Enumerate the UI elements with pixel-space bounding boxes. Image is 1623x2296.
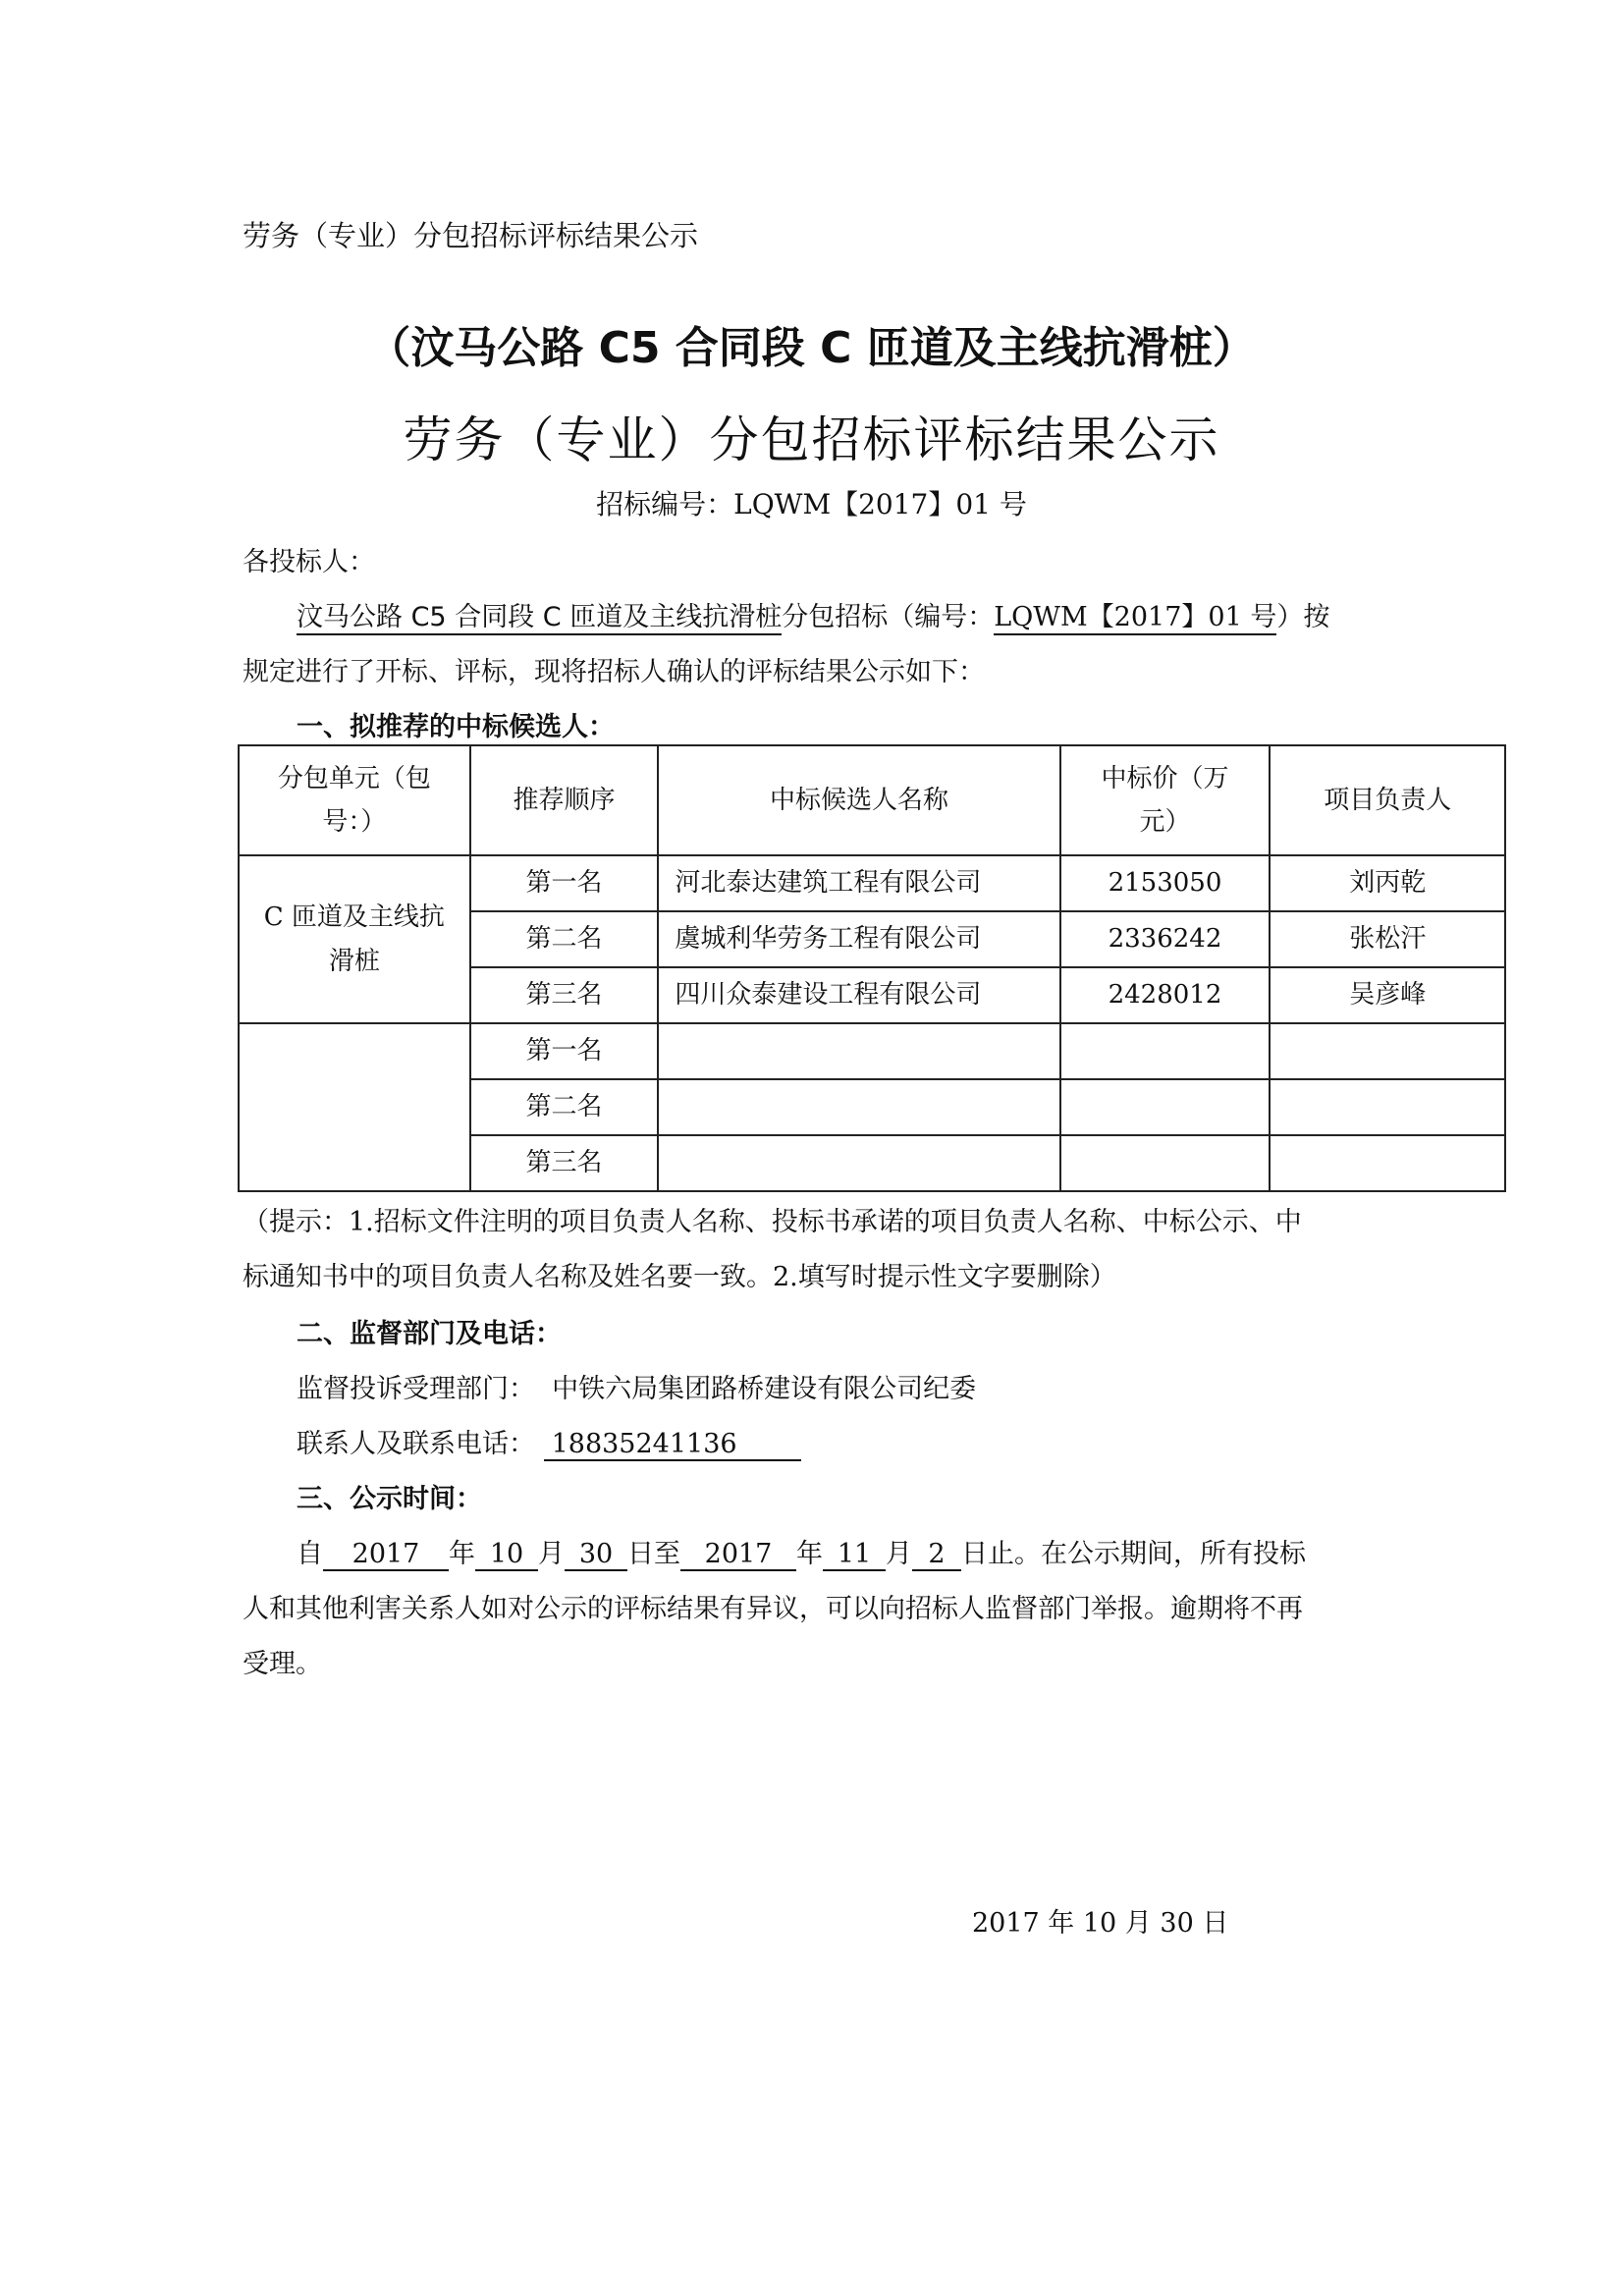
price-cell: [1060, 1135, 1271, 1191]
period-line-3: 受理。: [243, 1649, 322, 1679]
rank-cell: 第一名: [470, 1023, 659, 1079]
manager-cell: 张松汗: [1270, 911, 1505, 967]
section-3-heading: 三、公示时间：: [297, 1484, 482, 1514]
result-table: [238, 744, 1506, 1192]
manager-cell: [1270, 1023, 1505, 1079]
period-line-2: 人和其他利害关系人如对公示的评标结果有异议，可以向招标人监督部门举报。逾期将不再: [243, 1594, 1303, 1624]
name-cell: 四川众泰建设工程有限公司: [658, 967, 1059, 1023]
intro-code: LQWM【2017】01 号: [994, 595, 1276, 635]
notice-title: 劳务（专业）分包招标评标结果公示: [403, 411, 1220, 468]
contact-value: 18835241136: [544, 1429, 801, 1461]
table-header-row: [239, 745, 1505, 855]
manager-cell: [1270, 1135, 1505, 1191]
unit-cell: C 匝道及主线抗 滑桩: [239, 855, 470, 1023]
intro-line-1: [297, 595, 1329, 635]
signature-date: 2017 年 10 月 30 日: [972, 1908, 1229, 1939]
price-cell: 2153050: [1060, 855, 1271, 911]
unit-cell: [239, 1023, 470, 1191]
price-cell: [1060, 1023, 1271, 1079]
manager-cell: 刘丙乾: [1270, 855, 1505, 911]
rank-cell: 第三名: [470, 967, 659, 1023]
manager-cell: 吴彦峰: [1270, 967, 1505, 1023]
contact-label: 联系人及联系电话：: [297, 1429, 535, 1459]
supervise-value: 中铁六局集团路桥建设有限公司纪委: [552, 1374, 977, 1404]
header-unit: 分包单元（包 号：）: [239, 745, 470, 855]
header-name: 中标候选人名称: [658, 745, 1059, 855]
price-cell: 2336242: [1060, 911, 1271, 967]
note-line-2: 标通知书中的项目负责人名称及姓名要一致。2.填写时提示性文字要删除）: [243, 1262, 1116, 1292]
tender-number-value: LQWM【2017】01 号: [733, 488, 1027, 520]
tender-number: [0, 483, 1623, 522]
price-cell: 2428012: [1060, 967, 1271, 1023]
period-start-day: 30: [565, 1539, 627, 1571]
period-end-month: 11: [823, 1539, 886, 1571]
supervise-label: 监督投诉受理部门：: [297, 1374, 535, 1404]
name-cell: [658, 1023, 1059, 1079]
section-2-heading: 二、监督部门及电话：: [297, 1319, 562, 1349]
header-manager: 项目负责人: [1270, 745, 1505, 855]
header-rank: 推荐顺序: [470, 745, 659, 855]
price-cell: [1060, 1079, 1271, 1135]
period-line-1: 自 2017 年 10 月 30 日至 2017 年 11 月 2 日止。在公示期间，所有投标: [297, 1539, 1306, 1569]
name-cell: [658, 1135, 1059, 1191]
rank-cell: 第三名: [470, 1135, 659, 1191]
rank-cell: 第二名: [470, 1079, 659, 1135]
table-row: [239, 855, 1505, 911]
name-cell: 河北泰达建筑工程有限公司: [658, 855, 1059, 911]
period-end-day: 2: [912, 1539, 961, 1571]
period-start-month: 10: [475, 1539, 538, 1571]
tender-number-label: 招标编号：: [596, 488, 734, 520]
note-line-1: （提示：1.招标文件注明的项目负责人名称、投标书承诺的项目负责人名称、中标公示、中: [243, 1207, 1302, 1237]
intro-text-2: ）按: [1276, 602, 1330, 632]
salutation: 各投标人：: [243, 547, 375, 577]
period-start-year: 2017: [323, 1539, 449, 1571]
section-1-heading: 一、拟推荐的中标候选人：: [297, 712, 615, 742]
rank-cell: 第二名: [470, 911, 659, 967]
intro-text-1: 分包招标（编号：: [782, 602, 995, 632]
name-cell: 虞城利华劳务工程有限公司: [658, 911, 1059, 967]
contact-phone: [297, 1422, 801, 1461]
header-title: 劳务（专业）分包招标评标结果公示: [243, 219, 699, 252]
period-end-year: 2017: [680, 1539, 796, 1571]
supervise-dept: [297, 1367, 976, 1405]
table-row: [239, 1023, 1505, 1079]
project-title: （汶马公路 C5 合同段 C 匝道及主线抗滑桩）: [367, 323, 1256, 373]
header-price: 中标价（万 元）: [1060, 745, 1271, 855]
rank-cell: 第一名: [470, 855, 659, 911]
intro-project: 汶马公路 C5 合同段 C 匝道及主线抗滑桩: [297, 595, 782, 635]
manager-cell: [1270, 1079, 1505, 1135]
name-cell: [658, 1079, 1059, 1135]
intro-line-2: 规定进行了开标、评标，现将招标人确认的评标结果公示如下：: [243, 657, 985, 687]
